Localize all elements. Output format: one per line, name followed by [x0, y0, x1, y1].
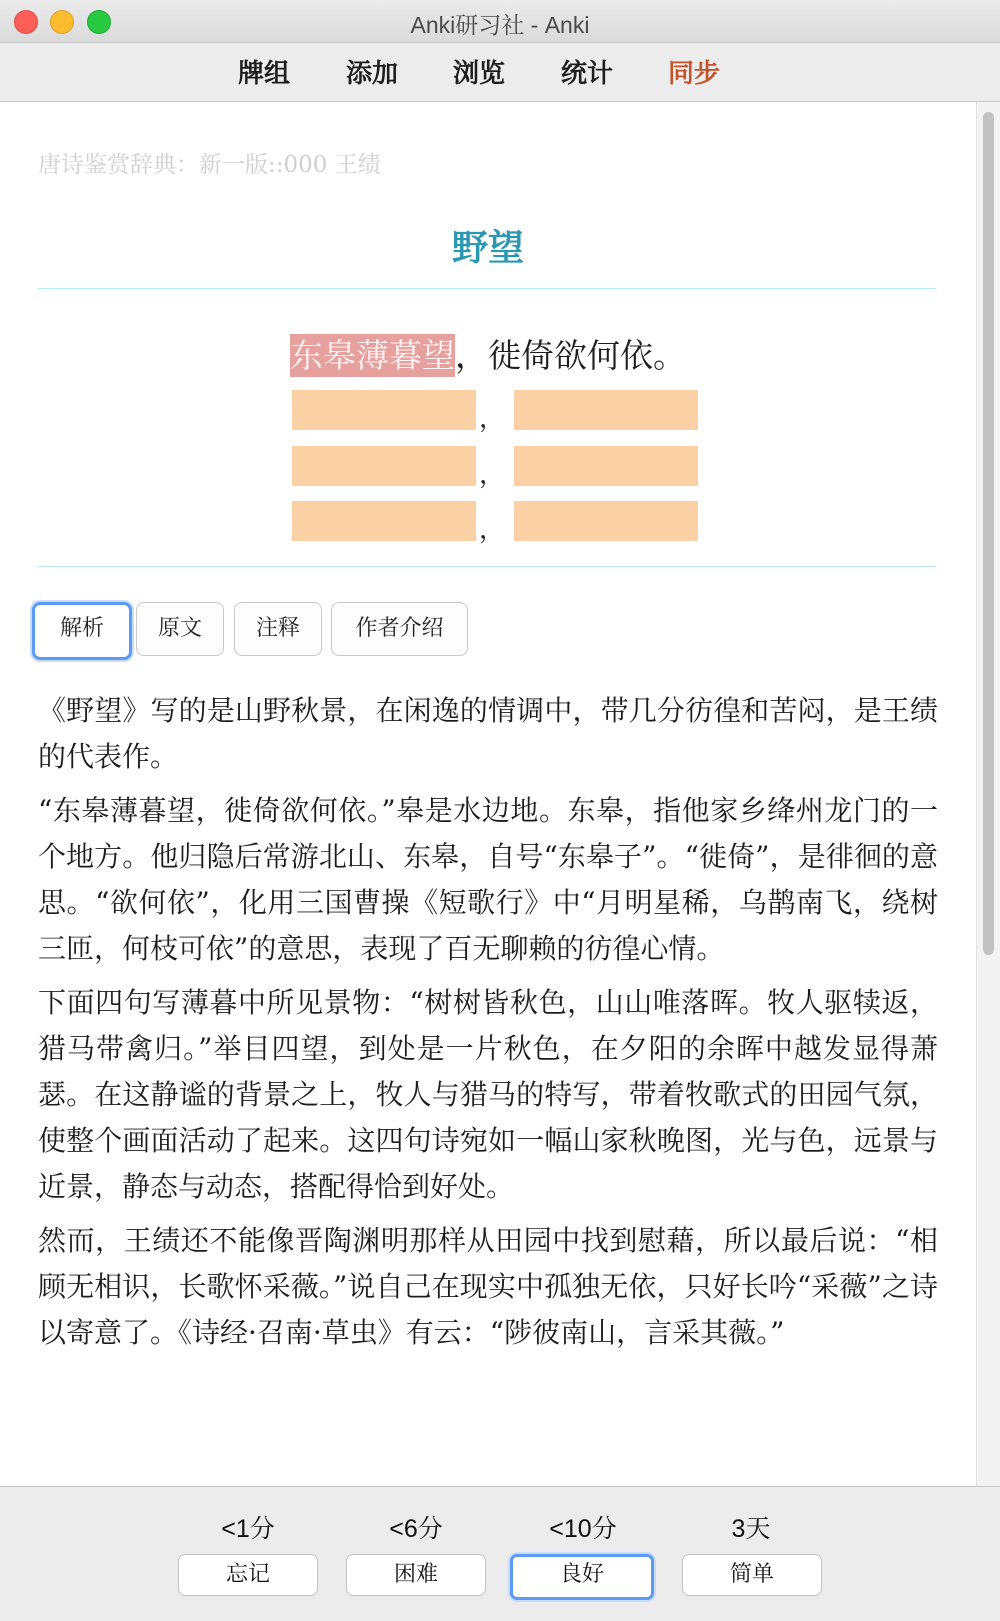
- cloze-box[interactable]: [292, 501, 476, 541]
- tab-notes[interactable]: 注释: [234, 602, 322, 656]
- again-button[interactable]: 忘记: [178, 1554, 318, 1596]
- cloze-comma: ，: [479, 460, 506, 490]
- hard-button[interactable]: 困难: [346, 1554, 486, 1596]
- analysis-paragraph: 下面四句写薄暮中所见景物：“树树皆秋色，山山唯落晖。牧人驱犊返，猎马带禽归。”举目四望，到处是一片秋色，在夕阳的余晖中越发显得萧瑟。在这静谧的背景之上，牧人与猎马的特写，带着牧歌式的田园气氛，使整个画面活动了起来。这四句诗宛如一幅山家秋晚图，光与色，远景与近景，静态与动态，搭配得恰到好处。: [38, 986, 938, 1203]
- tab-analysis[interactable]: 解析: [32, 602, 132, 660]
- good-button[interactable]: 良好: [510, 1554, 654, 1600]
- title-bar: [0, 0, 1000, 43]
- tab-original-text[interactable]: 原文: [136, 602, 224, 656]
- interval-hard: <6分: [389, 1515, 443, 1543]
- tab-author-intro[interactable]: 作者介绍: [331, 602, 468, 656]
- cloze-box[interactable]: [292, 390, 476, 430]
- vertical-scrollbar[interactable]: [976, 102, 1000, 1486]
- main-toolbar: [0, 43, 1000, 102]
- poem-first-line: [0, 330, 976, 377]
- cloze-comma: ，: [479, 404, 506, 434]
- cloze-box[interactable]: [514, 390, 698, 430]
- easy-button[interactable]: 简单: [682, 1554, 822, 1596]
- analysis-text: [38, 688, 938, 1364]
- toolbar-add[interactable]: 添加: [346, 59, 399, 89]
- analysis-paragraph: “东皋薄暮望，徙倚欲何依。”皋是水边地。东皋，指他家乡绛州龙门的一个地方。他归隐后常游北山、东皋，自号“东皋子”。“徙倚”，是徘徊的意思。“欲何依”，化用三国曹操《短歌行》中“月明星稀，乌鹊南飞，绕树三匝，何枝可依”的意思，表现了百无聊赖的彷徨心情。: [38, 794, 938, 965]
- cloze-box[interactable]: [514, 501, 698, 541]
- divider: [38, 566, 936, 567]
- interval-good: <10分: [549, 1515, 617, 1543]
- highlighted-phrase: 东皋薄暮望: [290, 336, 455, 375]
- divider: [38, 288, 936, 289]
- analysis-paragraph: 然而，王绩还不能像晋陶渊明那样从田园中找到慰藉，所以最后说：“相顾无相识，长歌怀采薇。”说自己在现实中孤独无依，只好长吟“采薇”之诗以寄意了。《诗经·召南·草虫》有云：“陟彼南山，言采其薇。”: [38, 1224, 938, 1349]
- toolbar-stats[interactable]: 统计: [561, 59, 614, 89]
- card-content: [0, 102, 976, 1486]
- cloze-comma: ，: [479, 515, 506, 545]
- cloze-box[interactable]: [514, 446, 698, 486]
- scrollbar-thumb[interactable]: [983, 112, 994, 955]
- analysis-paragraph: 《野望》写的是山野秋景，在闲逸的情调中，带几分彷徨和苦闷，是王绩的代表作。: [38, 694, 938, 773]
- interval-easy: 3天: [731, 1515, 771, 1543]
- toolbar-decks[interactable]: 牌组: [238, 59, 291, 89]
- poem-title: 野望: [451, 227, 524, 269]
- toolbar-sync[interactable]: 同步: [668, 59, 721, 89]
- deck-path: 唐诗鉴赏辞典：新一版::000 王绩: [38, 152, 381, 178]
- answer-bar: [0, 1486, 1000, 1621]
- window-title: Anki研习社 - Anki: [410, 12, 590, 38]
- first-line-rest: ，徙倚欲何依。: [455, 336, 686, 375]
- toolbar-browse[interactable]: 浏览: [453, 59, 506, 89]
- cloze-box[interactable]: [292, 446, 476, 486]
- interval-again: <1分: [221, 1515, 275, 1543]
